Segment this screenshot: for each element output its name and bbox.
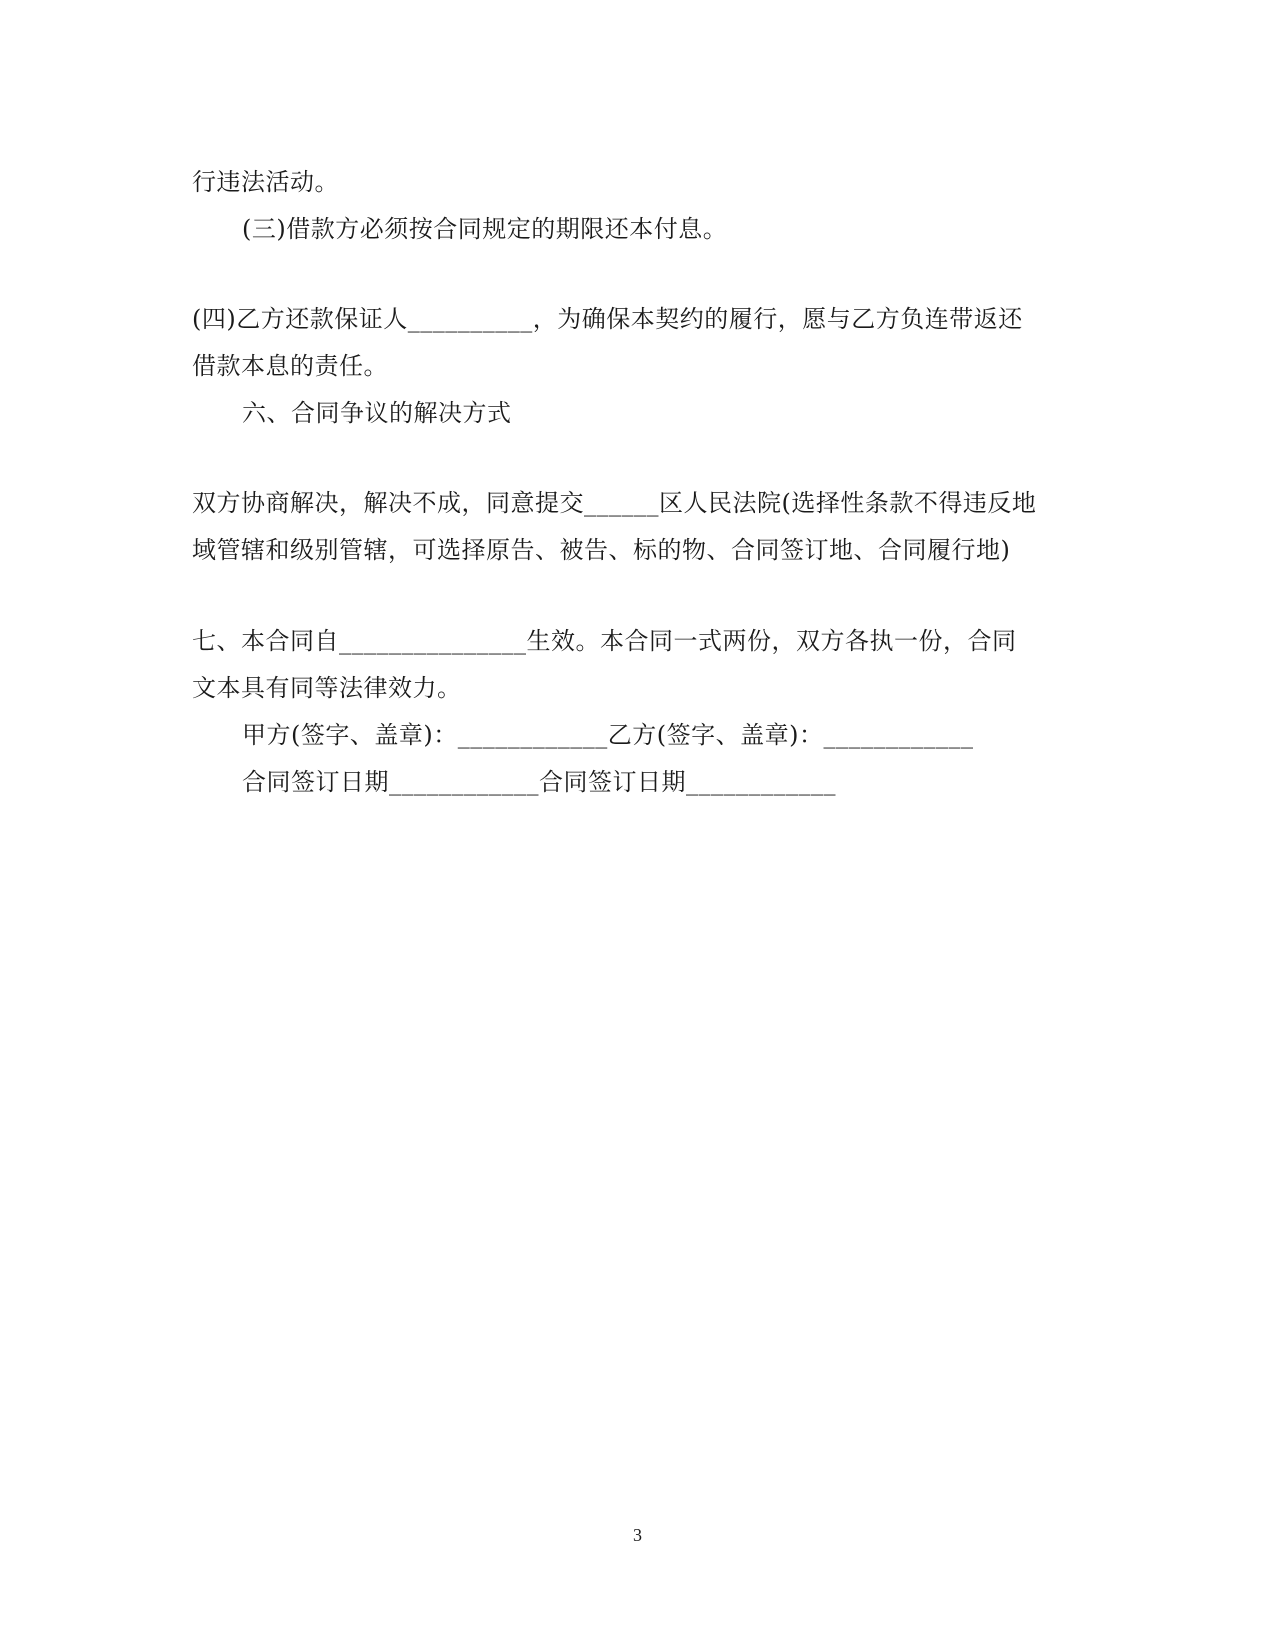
clause-4-guarantor-cont: 借款本息的责任。 (192, 352, 388, 380)
section-6-body: 双方协商解决，解决不成，同意提交______区人民法院(选择性条款不得违反地 (192, 489, 1037, 517)
text-line-violation-end: 行违法活动。 (192, 168, 339, 196)
signature-line: 甲方(签字、盖章)：____________乙方(签字、盖章)：____________ (242, 721, 974, 749)
page-number: 3 (633, 1525, 642, 1545)
section-6-heading: 六、合同争议的解决方式 (242, 399, 512, 427)
signing-date-line: 合同签订日期____________合同签订日期____________ (242, 768, 836, 796)
section-7-body: 七、本合同自_______________生效。本合同一式两份，双方各执一份，合同 (192, 627, 1017, 655)
section-6-body-cont: 域管辖和级别管辖，可选择原告、被告、标的物、合同签订地、合同履行地) (192, 536, 1011, 564)
clause-3-repayment: (三)借款方必须按合同规定的期限还本付息。 (242, 215, 728, 243)
section-7-body-cont: 文本具有同等法律效力。 (192, 674, 462, 702)
clause-4-guarantor: (四)乙方还款保证人__________，为确保本契约的履行，愿与乙方负连带返还 (192, 305, 1023, 333)
